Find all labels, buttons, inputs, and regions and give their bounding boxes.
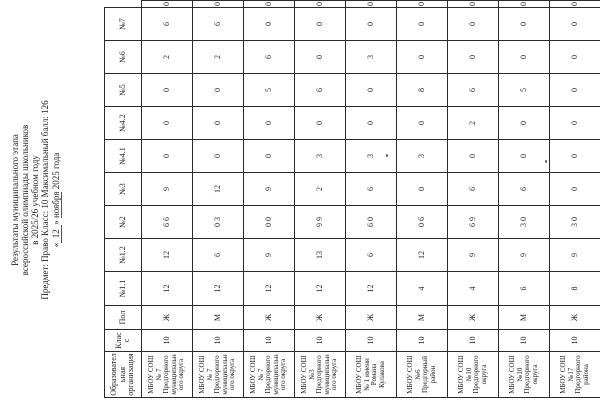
score-cell: 0 xyxy=(397,107,448,140)
score-cell: 0 3 xyxy=(193,206,244,239)
score-cell: 0 xyxy=(550,140,600,173)
score-cell: 0 xyxy=(295,41,346,74)
column-header: №4.2 xyxy=(105,107,142,140)
score-cell: 0 xyxy=(448,1,499,8)
table-row xyxy=(499,1,550,398)
score-cell: 12 xyxy=(244,272,295,306)
date-day: 12 xyxy=(51,225,62,243)
scan-mark xyxy=(545,160,547,163)
org-cell: МБОУ СОШ № 7 Предгорного муниципального округа xyxy=(142,352,193,398)
date-year: 2025 года xyxy=(51,152,61,190)
table-row xyxy=(295,1,346,398)
column-header: №4.1 xyxy=(105,140,142,173)
score-cell: 0 xyxy=(397,173,448,206)
score-cell: 9 xyxy=(142,173,193,206)
score-cell: 6 xyxy=(295,74,346,107)
score-cell: 9 xyxy=(550,239,600,272)
column-header: №5 xyxy=(105,74,142,107)
score-cell: 3 0 xyxy=(499,206,550,239)
score-cell: 6 6 xyxy=(142,206,193,239)
score-cell: 0 xyxy=(244,107,295,140)
score-cell: 0 xyxy=(244,1,295,8)
score-cell: 9 xyxy=(244,239,295,272)
org-cell: МБОУ СОШ № 1 имени Романа Кулакова xyxy=(346,352,397,398)
table-row xyxy=(346,1,397,398)
score-cell: 0 xyxy=(244,8,295,41)
score-cell: 12 xyxy=(346,272,397,306)
header-line-3: в 2025/26 учебном году xyxy=(30,155,40,245)
table-row xyxy=(193,1,244,398)
score-cell: 6 xyxy=(346,239,397,272)
column-header: №1.2 xyxy=(105,239,142,272)
score-cell: 0 xyxy=(193,140,244,173)
sex-cell: Ж xyxy=(346,306,397,330)
score-cell: 0 xyxy=(142,74,193,107)
score-cell: 6 xyxy=(499,272,550,306)
score-cell: 0 xyxy=(448,140,499,173)
score-cell: 0 xyxy=(346,74,397,107)
score-cell: 0 xyxy=(550,74,600,107)
org-cell: МБОУ СОШ №6 Предгорный район xyxy=(397,352,448,398)
org-cell: МБОУ СОШ №3 Предгорного муниципального округа xyxy=(295,352,346,398)
class-cell: 10 xyxy=(550,330,600,352)
org-cell: МБОУ СОШ № 7 Предгорного муниципального округа xyxy=(193,352,244,398)
score-cell: 0 xyxy=(295,1,346,8)
score-cell: 6 xyxy=(193,239,244,272)
score-cell: 5 xyxy=(244,74,295,107)
header-line-4: Предмет: Право Класс: 10 Максимальный балл: 126 xyxy=(40,100,50,300)
score-cell: 12 xyxy=(142,239,193,272)
score-cell: 9 xyxy=(244,173,295,206)
table-row xyxy=(142,1,193,398)
score-cell: 12 xyxy=(295,272,346,306)
score-cell: 0 xyxy=(193,74,244,107)
score-cell: 0 xyxy=(346,8,397,41)
score-cell: 8 xyxy=(397,74,448,107)
class-cell: 10 xyxy=(448,330,499,352)
header-line-1: Результаты муниципального этапа xyxy=(10,134,20,266)
table-row xyxy=(448,1,499,398)
score-cell: 0 xyxy=(142,107,193,140)
score-cell: 0 xyxy=(550,173,600,206)
score-cell: 0 xyxy=(499,41,550,74)
score-cell: 12 xyxy=(193,272,244,306)
table-row xyxy=(550,1,600,398)
score-cell: 13 xyxy=(295,239,346,272)
score-cell: 6 xyxy=(448,173,499,206)
score-cell: 9 9 xyxy=(295,206,346,239)
score-cell: 2 xyxy=(193,41,244,74)
score-cell: 6 xyxy=(346,173,397,206)
sex-cell: Ж xyxy=(550,306,600,330)
column-header: №2 xyxy=(105,206,142,239)
score-cell: 6 xyxy=(142,8,193,41)
sex-cell: Ж xyxy=(142,306,193,330)
score-cell: 5 xyxy=(499,74,550,107)
date-line xyxy=(51,0,62,400)
score-cell: 0 xyxy=(550,8,600,41)
score-cell: 0 xyxy=(499,107,550,140)
class-cell: 10 xyxy=(193,330,244,352)
score-cell: 0 xyxy=(346,1,397,8)
class-cell: 10 xyxy=(346,330,397,352)
score-cell: 6 xyxy=(448,74,499,107)
score-cell: 0 xyxy=(499,140,550,173)
score-cell: 6 0 xyxy=(346,206,397,239)
class-cell: 10 xyxy=(295,330,346,352)
column-header: №3 xyxy=(105,173,142,206)
score-cell: 9 xyxy=(499,239,550,272)
score-cell: 3 0 xyxy=(550,206,600,239)
score-cell: 0 xyxy=(397,41,448,74)
score-cell: 6 9 xyxy=(448,206,499,239)
score-cell: 8 xyxy=(550,272,600,306)
class-cell: 10 xyxy=(244,330,295,352)
sex-cell: М xyxy=(193,306,244,330)
score-cell: 0 0 xyxy=(244,206,295,239)
score-cell: 6 xyxy=(244,41,295,74)
column-header: Пол xyxy=(105,306,142,330)
class-cell: 10 xyxy=(499,330,550,352)
score-cell: 6 xyxy=(193,8,244,41)
date-close-quote: » xyxy=(51,220,61,225)
score-cell: 12 xyxy=(193,173,244,206)
score-cell: 0 xyxy=(397,1,448,8)
column-header: Класс xyxy=(105,330,142,352)
score-cell: 3 xyxy=(295,140,346,173)
score-cell: 0 6 xyxy=(397,206,448,239)
sex-cell: Ж xyxy=(448,306,499,330)
score-cell: 12 xyxy=(142,272,193,306)
sex-cell: Ж xyxy=(244,306,295,330)
score-cell: 3 xyxy=(346,140,397,173)
score-cell: 2 xyxy=(295,173,346,206)
score-cell: 3 xyxy=(346,41,397,74)
scan-mark xyxy=(386,154,388,157)
score-cell: 0 xyxy=(499,8,550,41)
score-cell: 3 xyxy=(397,140,448,173)
document-header xyxy=(10,0,62,400)
date-month: ноября xyxy=(51,191,61,219)
header-line-2: всероссийской олимпиады школьников xyxy=(20,124,30,276)
score-cell: 0 xyxy=(193,107,244,140)
score-cell: 0 xyxy=(550,41,600,74)
column-header: №7 xyxy=(105,8,142,41)
class-cell: 10 xyxy=(142,330,193,352)
results-table xyxy=(104,0,600,398)
column-header: №6 xyxy=(105,41,142,74)
org-cell: МБОУ СОШ №17 Предгорного района xyxy=(550,352,600,398)
score-cell: 4 xyxy=(448,272,499,306)
score-cell: 0 xyxy=(448,8,499,41)
org-cell: МБОУ СОШ №10 Предгорного округа xyxy=(499,352,550,398)
score-cell: 0 xyxy=(346,107,397,140)
score-cell: 0 xyxy=(550,107,600,140)
score-cell: 0 xyxy=(244,140,295,173)
score-cell: 0 xyxy=(499,1,550,8)
class-cell: 10 xyxy=(397,330,448,352)
column-header: Образовательная организация xyxy=(105,352,142,398)
score-cell: 0 xyxy=(142,140,193,173)
column-header: №1.1 xyxy=(105,272,142,306)
score-cell: 0 xyxy=(295,8,346,41)
score-cell: 0 xyxy=(448,41,499,74)
table-body xyxy=(142,1,600,398)
score-cell: 0 xyxy=(142,1,193,8)
score-cell: 12 xyxy=(397,239,448,272)
table-header-row xyxy=(105,1,142,398)
score-cell: 2 xyxy=(142,41,193,74)
sex-cell: М xyxy=(397,306,448,330)
score-cell: 9 xyxy=(448,239,499,272)
score-cell: 6 xyxy=(499,173,550,206)
org-cell: МБОУ СОШ №10 Предгорного округа xyxy=(448,352,499,398)
score-cell: 4 xyxy=(397,272,448,306)
sex-cell: М xyxy=(499,306,550,330)
table-row xyxy=(397,1,448,398)
score-cell: 0 xyxy=(193,1,244,8)
date-open-quote: « xyxy=(51,242,61,248)
score-cell: 0 xyxy=(397,8,448,41)
score-cell: 0 xyxy=(295,107,346,140)
table-row xyxy=(244,1,295,398)
score-cell: 0 xyxy=(550,1,600,8)
score-cell: 2 xyxy=(448,107,499,140)
sex-cell: Ж xyxy=(295,306,346,330)
org-cell: МБОУ СОШ № 7 Предгорного муниципального округа xyxy=(244,352,295,398)
